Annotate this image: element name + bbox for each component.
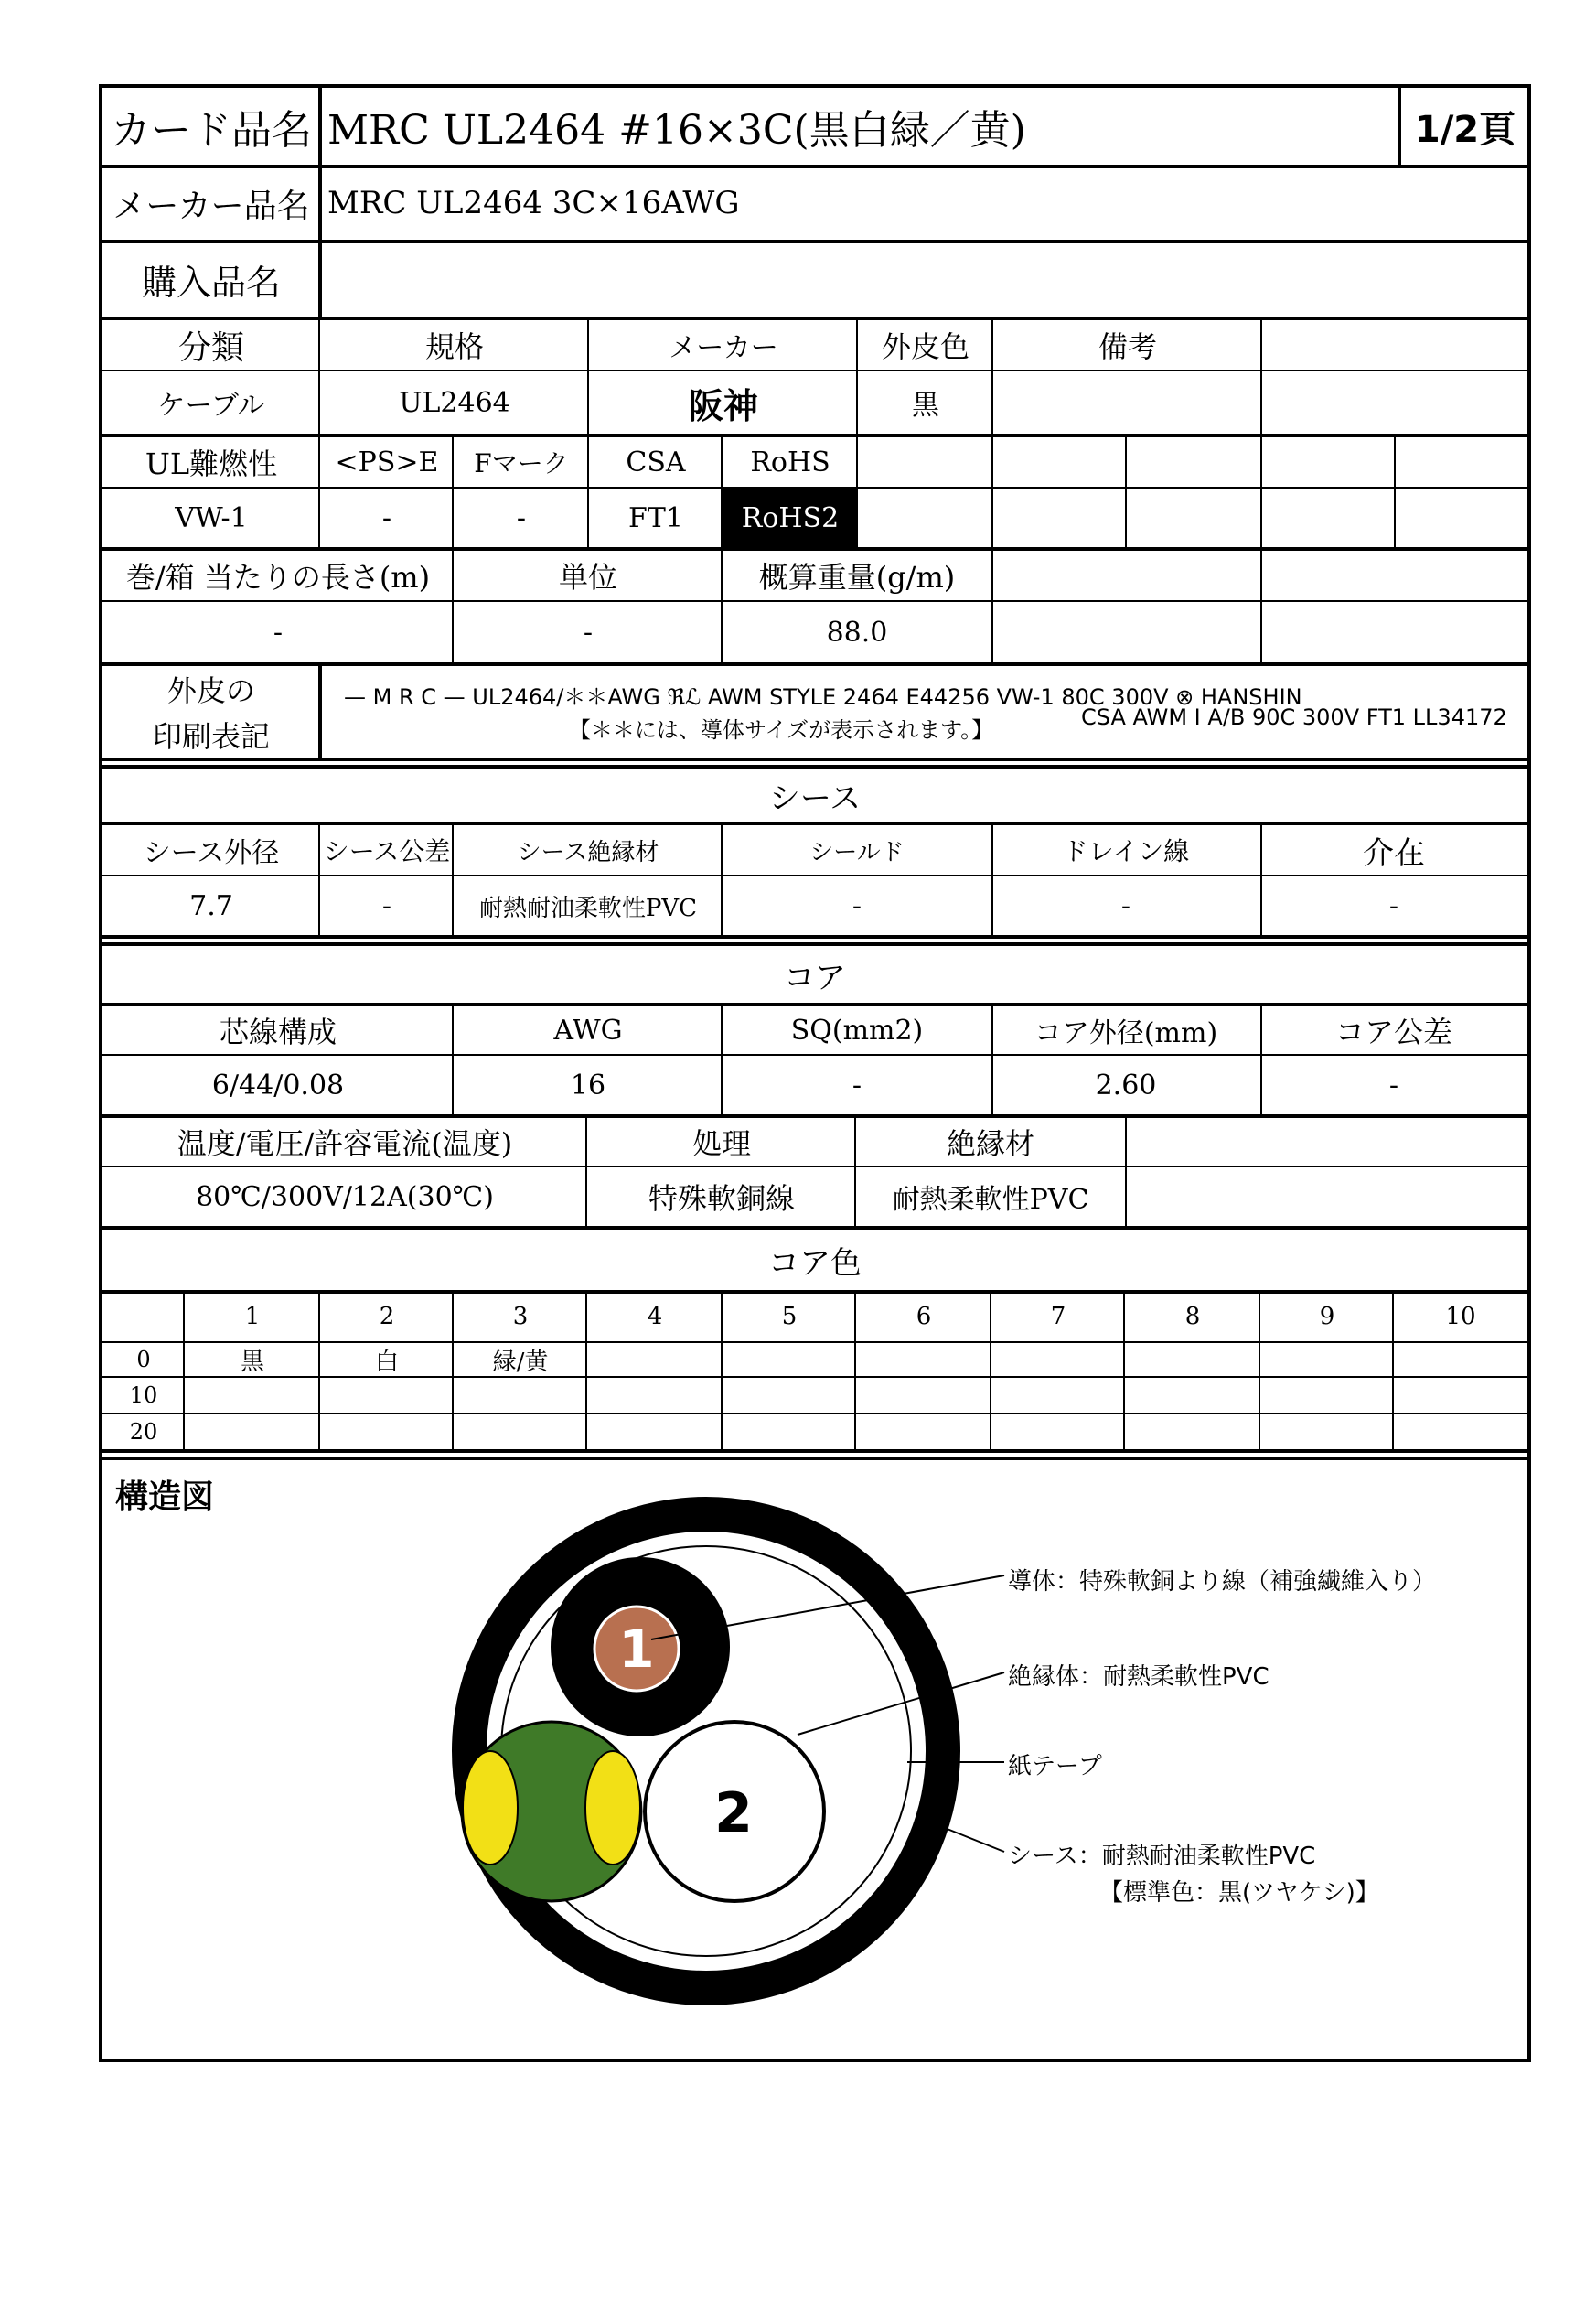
print-label-2: 印刷表記 xyxy=(152,719,270,754)
color-cell xyxy=(991,1343,1125,1376)
card-name-value: MRC UL2464 #16×3C(黒白緑／黄) xyxy=(327,107,1026,154)
color-cell xyxy=(1125,1378,1260,1413)
sheath-value-tol: - xyxy=(381,889,392,922)
purchase-label: 購入品名 xyxy=(141,262,281,303)
color-row-label: 0 xyxy=(136,1347,151,1372)
sheath-value-drain: - xyxy=(1120,889,1131,922)
color-cell xyxy=(856,1414,991,1449)
print-text-line2: 【＊＊には、導体サイズが表示されます。】 xyxy=(569,717,994,743)
color-cell xyxy=(1260,1378,1394,1413)
page-indicator: 1/2頁 xyxy=(1414,108,1516,151)
color-cell xyxy=(856,1343,991,1376)
cable-cross-section xyxy=(102,1460,1527,2062)
core2-number: 2 xyxy=(714,1781,753,1845)
flame-value-rohs: RoHS2 xyxy=(723,489,858,547)
sheath-header-material: シース絶縁材 xyxy=(517,838,659,866)
spec-value-maker: 阪神 xyxy=(688,385,758,426)
flame-value-fmark: - xyxy=(516,501,527,534)
color-col-header: 1 xyxy=(244,1303,261,1330)
print-text-line3: CSA AWM I A/B 90C 300V FT1 LL34172 xyxy=(1081,704,1507,730)
color-cell xyxy=(454,1378,587,1413)
core-value-od: 2.60 xyxy=(1095,1069,1157,1102)
sheath-value-shield: - xyxy=(852,889,862,922)
flame-value-pse: - xyxy=(381,501,392,534)
callout-sheath: シース：耐熱耐油柔軟性PVC xyxy=(1008,1843,1316,1870)
color-cell xyxy=(320,1378,454,1413)
color-cell: 白 xyxy=(374,1348,399,1376)
maker-name-value: MRC UL2464 3C×16AWG xyxy=(327,185,740,221)
sheath-header-tol: シース公差 xyxy=(323,836,451,866)
core-value-tol: - xyxy=(1388,1069,1399,1102)
spec-header-color: 外皮色 xyxy=(881,329,969,364)
maker-name-label: メーカー品名 xyxy=(112,187,310,225)
callout-tape: 紙テープ xyxy=(1008,1753,1102,1780)
length-value-per-reel: - xyxy=(273,616,284,649)
color-cell xyxy=(991,1378,1125,1413)
color-col-header: 8 xyxy=(1184,1303,1201,1330)
color-cell xyxy=(320,1414,454,1449)
color-cell xyxy=(991,1414,1125,1449)
core-title: コア xyxy=(784,959,846,996)
color-cell xyxy=(185,1414,320,1449)
core-value-sq: - xyxy=(852,1069,862,1102)
color-cell xyxy=(723,1378,856,1413)
callout-sheath-color: 【標準色：黒(ツヤケシ)】 xyxy=(1099,1879,1379,1907)
color-cell xyxy=(587,1378,723,1413)
color-cell: 緑/黄 xyxy=(492,1348,549,1376)
color-cell xyxy=(1125,1414,1260,1449)
flame-header-rohs: RoHS xyxy=(750,446,830,478)
spec-card xyxy=(99,84,1531,2062)
color-cell xyxy=(587,1414,723,1449)
sheath-title: シース xyxy=(768,779,862,817)
sheath-value-od: 7.7 xyxy=(189,889,233,922)
color-cell xyxy=(723,1343,856,1376)
color-title: コア色 xyxy=(768,1244,862,1282)
flame-header-ul: UL難燃性 xyxy=(145,446,278,481)
core-header-od: コア外径(mm) xyxy=(1034,1017,1218,1049)
print-label-1: 外皮の xyxy=(166,673,255,708)
length-header-per-reel: 巻/箱 当たりの長さ(m) xyxy=(125,560,431,595)
color-cell xyxy=(1394,1343,1527,1376)
length-value-unit: - xyxy=(583,616,594,649)
core-header-awg: AWG xyxy=(553,1014,623,1047)
color-cell xyxy=(1394,1414,1527,1449)
color-cell xyxy=(587,1343,723,1376)
purchase-value xyxy=(322,242,1511,317)
color-col-header: 6 xyxy=(916,1303,932,1330)
color-cell xyxy=(1125,1343,1260,1376)
core3-stripe-right xyxy=(585,1751,640,1865)
spec-value-standard: UL2464 xyxy=(399,386,510,419)
color-col-header: 9 xyxy=(1319,1303,1335,1330)
temp-value-treatment: 特殊軟銅線 xyxy=(648,1181,795,1216)
length-value-weight: 88.0 xyxy=(826,616,888,649)
sheath-header-shield: シールド xyxy=(809,838,905,866)
temp-header-treatment: 処理 xyxy=(691,1126,751,1161)
color-cell xyxy=(1260,1414,1394,1449)
card-name-label: カード品名 xyxy=(111,107,312,154)
core-header-composition: 芯線構成 xyxy=(219,1015,337,1049)
flame-value-csa: FT1 xyxy=(628,501,683,534)
temp-header-rating: 温度/電圧/許容電流(温度) xyxy=(177,1126,513,1161)
core-value-awg: 16 xyxy=(570,1069,606,1102)
color-col-header: 2 xyxy=(379,1303,395,1330)
color-cell xyxy=(1394,1378,1527,1413)
print-text-line1: — M R C — UL2464/＊＊AWG ℜℒ AWM STYLE 2464 E44256 VW-1 80C 300V ⊗ HANSHIN xyxy=(344,684,1302,710)
color-cell: 黒 xyxy=(240,1348,264,1376)
spec-value-class: ケーブル xyxy=(157,390,265,422)
color-cell xyxy=(454,1414,587,1449)
temp-value-rating: 80℃/300V/12A(30℃) xyxy=(196,1180,494,1213)
flame-value-ul: VW-1 xyxy=(175,501,248,534)
callout-conductor: 導体：特殊軟銅より線（補強繊維入り） xyxy=(1008,1568,1437,1596)
color-cell xyxy=(185,1378,320,1413)
color-row-label: 20 xyxy=(129,1419,158,1445)
spec-header-remarks: 備考 xyxy=(1098,329,1157,364)
temp-value-insulation: 耐熱柔軟性PVC xyxy=(892,1184,1089,1216)
sheath-header-drain: ドレイン線 xyxy=(1062,836,1190,866)
sheath-header-od: シース外径 xyxy=(143,837,280,869)
color-col-header: 4 xyxy=(647,1303,663,1330)
core3-stripe-left xyxy=(463,1751,518,1865)
color-cell xyxy=(1260,1343,1394,1376)
color-col-header: 5 xyxy=(781,1303,798,1330)
sheath-value-filler: - xyxy=(1388,889,1399,922)
sheath-value-material: 耐熱耐油柔軟性PVC xyxy=(478,894,698,922)
length-header-unit: 単位 xyxy=(558,560,617,595)
color-cell xyxy=(856,1378,991,1413)
color-col-header: 3 xyxy=(512,1303,529,1330)
callout-insulation: 絶縁体：耐熱柔軟性PVC xyxy=(1008,1663,1269,1691)
length-header-weight: 概算重量(g/m) xyxy=(758,560,956,595)
spec-header-class: 分類 xyxy=(177,328,244,367)
spec-header-maker: メーカー xyxy=(669,332,778,364)
core1-number: 1 xyxy=(618,1620,655,1680)
flame-header-fmark: Fマーク xyxy=(474,448,569,478)
color-col-header: 7 xyxy=(1050,1303,1066,1330)
spec-header-standard: 規格 xyxy=(424,329,484,364)
core-header-tol: コア公差 xyxy=(1334,1015,1452,1049)
spec-value-color: 黒 xyxy=(912,390,939,422)
sheath-header-filler: 介在 xyxy=(1363,834,1425,872)
color-cell xyxy=(723,1414,856,1449)
temp-header-insulation: 絶縁材 xyxy=(946,1126,1034,1161)
color-row-label: 10 xyxy=(129,1382,158,1408)
core-value-composition: 6/44/0.08 xyxy=(211,1069,345,1102)
core-header-sq: SQ(mm2) xyxy=(790,1014,924,1047)
flame-header-csa: CSA xyxy=(626,446,686,478)
color-col-header: 10 xyxy=(1445,1303,1476,1330)
flame-header-pse: <PS>E xyxy=(335,446,439,478)
diagram-title: 構造図 xyxy=(115,1478,215,1516)
